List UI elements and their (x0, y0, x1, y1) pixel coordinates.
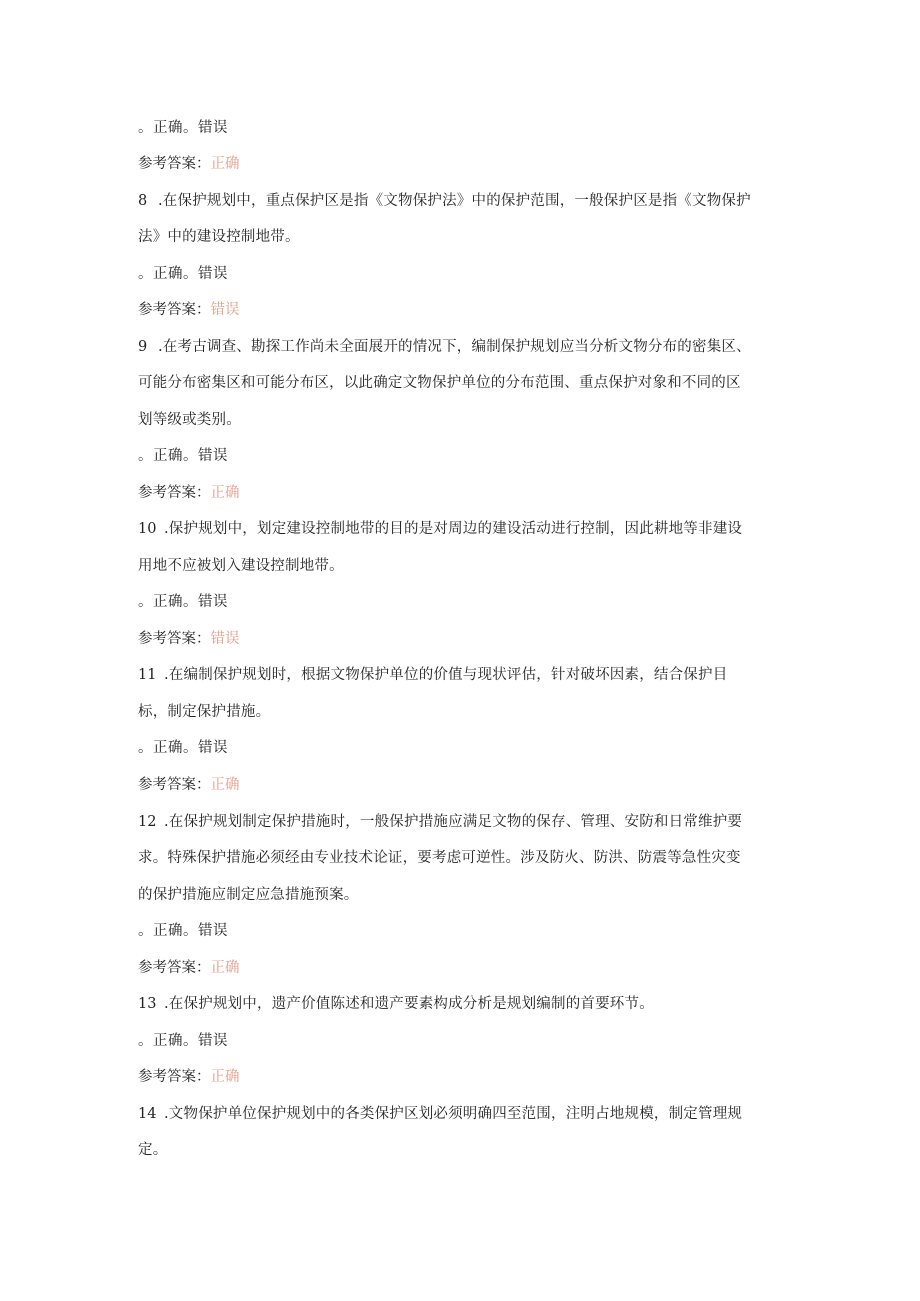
answer-line (138, 154, 240, 174)
answer-label: 参考答案： (138, 302, 211, 318)
question-text: .保护规划中，划定建设控制地带的目的是对周边的建设活动进行控制，因此耕地等非建设 (164, 521, 743, 537)
answer-label: 参考答案： (138, 631, 211, 647)
question-13-line-1 (138, 994, 654, 1014)
question-text: .文物保护单位保护规划中的各类保护区划必须明确四至范围，注明占地规模，制定管理规 (164, 1106, 743, 1122)
question-14-line-2: 定。 (138, 1142, 168, 1158)
answer-label: 参考答案： (138, 156, 211, 172)
question-10-line-1 (138, 519, 742, 539)
answer-line (138, 958, 240, 978)
options-line: 。正确。错误 (138, 266, 228, 282)
question-text: .在保护规划中，遗产价值陈述和遗产要素构成分析是规划编制的首要环节。 (164, 996, 654, 1012)
question-number: 8 (138, 193, 148, 209)
options-line: 。正确。错误 (138, 740, 228, 756)
question-11-line-1 (138, 665, 727, 685)
question-8-line-1 (138, 191, 751, 211)
answer-value: 正确 (210, 777, 240, 793)
question-9-line-1 (138, 337, 751, 357)
answer-line (138, 483, 240, 503)
question-12-line-1 (138, 812, 742, 832)
question-12-line-2: 求。特殊保护措施必须经由专业技术论证，要考虑可逆性。涉及防火、防洪、防震等急性灾变 (138, 850, 741, 866)
answer-value: 正确 (210, 156, 240, 172)
options-line: 。正确。错误 (138, 448, 228, 464)
answer-line (138, 629, 240, 649)
question-10-line-2: 用地不应被划入建设控制地带。 (138, 558, 344, 574)
question-text: .在保护规划中，重点保护区是指《文物保护法》中的保护范围，一般保护区是指《文物保护 (158, 193, 751, 209)
answer-value: 正确 (210, 960, 240, 976)
options-line: 。正确。错误 (138, 1033, 228, 1049)
question-number: 13 (138, 996, 157, 1012)
answer-line (138, 300, 240, 320)
options-line: 。正确。错误 (138, 923, 228, 939)
question-9-line-2: 可能分布密集区和可能分布区，以此确定文物保护单位的分布范围、重点保护对象和不同的区 (138, 375, 741, 391)
question-text: .在保护规划制定保护措施时，一般保护措施应满足文物的保存、管理、安防和日常维护要 (164, 814, 743, 830)
answer-label: 参考答案： (138, 960, 211, 976)
answer-line (138, 1067, 240, 1087)
question-number: 9 (138, 339, 148, 355)
question-12-line-3: 的保护措施应制定应急措施预案。 (138, 887, 359, 903)
question-text: .在考古调查、勘探工作尚未全面展开的情况下，编制保护规划应当分析文物分布的密集区、 (158, 339, 751, 355)
question-number: 12 (138, 814, 157, 830)
options-line: 。正确。错误 (138, 594, 228, 610)
question-text: .在编制保护规划时，根据文物保护单位的价值与现状评估，针对破坏因素，结合保护目 (164, 667, 728, 683)
answer-label: 参考答案： (138, 1069, 211, 1085)
answer-value: 正确 (210, 1069, 240, 1085)
question-9-line-3: 划等级或类别。 (138, 412, 241, 428)
answer-label: 参考答案： (138, 777, 211, 793)
question-number: 10 (138, 521, 157, 537)
answer-label: 参考答案： (138, 485, 211, 501)
options-line: 。正确。错误 (138, 120, 228, 136)
question-11-line-2: 标，制定保护措施。 (138, 704, 271, 720)
question-number: 11 (138, 667, 157, 683)
question-8-line-2: 法》中的建设控制地带。 (138, 229, 300, 245)
answer-line (138, 775, 240, 795)
question-14-line-1 (138, 1104, 742, 1124)
question-number: 14 (138, 1106, 157, 1122)
answer-value: 正确 (210, 485, 240, 501)
answer-value: 错误 (210, 631, 240, 647)
answer-value: 错误 (210, 302, 240, 318)
